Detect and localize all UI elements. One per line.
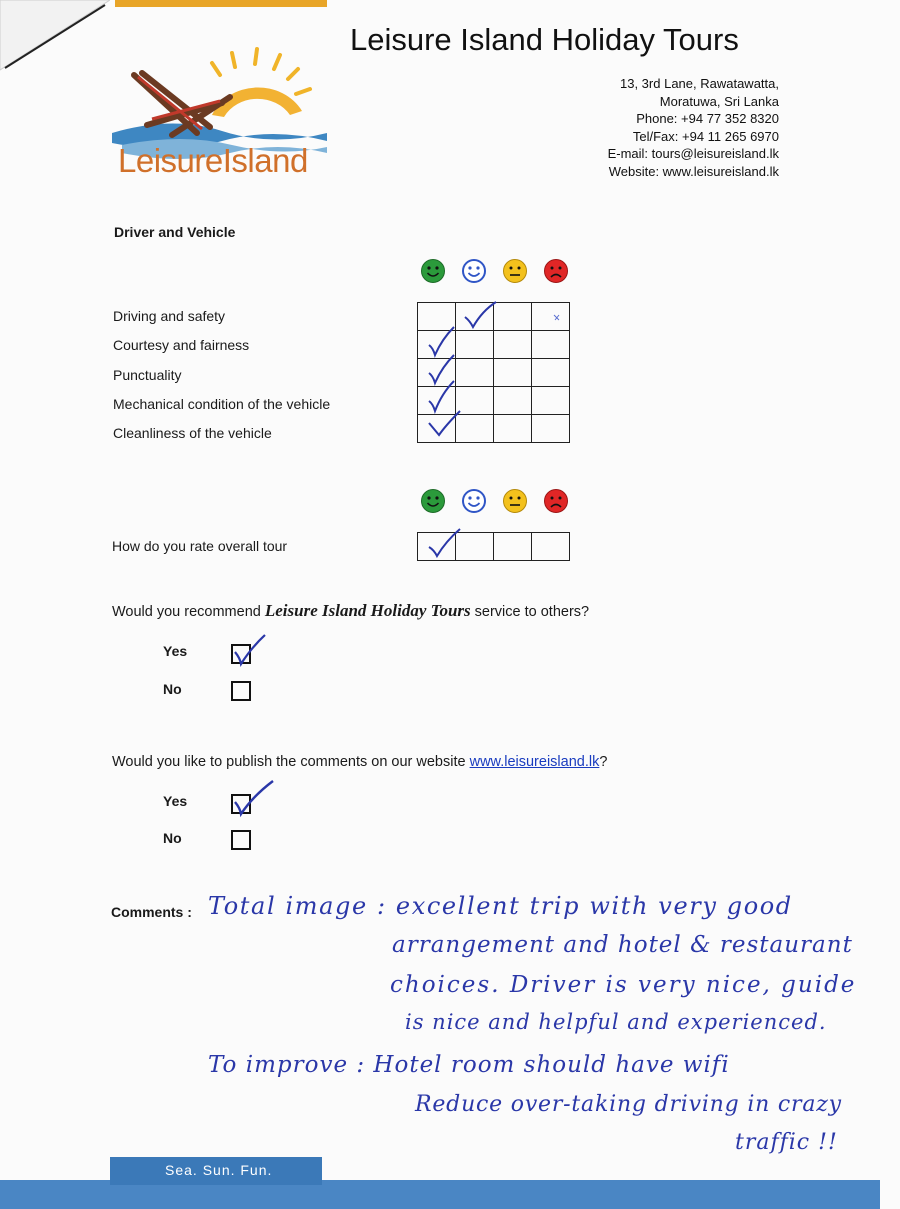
rating-cell[interactable] — [532, 359, 570, 387]
rating-faces-header — [418, 258, 578, 288]
very-happy-face-icon — [420, 258, 446, 284]
handwritten-comment-line: To improve : Hotel room should have wifi — [208, 1052, 730, 1078]
criterion-label: Driving and safety — [113, 308, 226, 324]
happy-face-icon — [461, 258, 487, 284]
rating-faces-header — [418, 488, 578, 518]
section-title-driver-vehicle: Driver and Vehicle — [114, 224, 236, 240]
handwritten-comment-line: choices. Driver is very nice, guide — [390, 972, 857, 998]
sad-face-icon — [543, 488, 569, 514]
neutral-face-icon — [502, 488, 528, 514]
option-yes-label: Yes — [163, 643, 188, 659]
handwritten-comment-line: Total image : excellent trip with very good — [208, 892, 793, 920]
brand-name: Leisure Island Holiday Tours — [264, 601, 471, 620]
neutral-face-icon — [502, 258, 528, 284]
driver-rating-grid — [417, 302, 570, 443]
address-line: 13, 3rd Lane, Rawatawatta, — [620, 76, 779, 91]
question-text: service to others? — [470, 604, 590, 620]
rating-cell[interactable] — [494, 331, 532, 359]
sad-face-icon — [543, 258, 569, 284]
rating-cell[interactable] — [494, 303, 532, 331]
footer-tagline: Sea. Sun. Fun. — [165, 1162, 273, 1178]
rating-cell[interactable] — [494, 387, 532, 415]
handwritten-comment-line: traffic !! — [735, 1130, 838, 1155]
website-link[interactable]: www.leisureisland.lk — [469, 754, 600, 770]
question-text: Would you recommend — [112, 604, 265, 620]
rating-cell[interactable] — [418, 415, 456, 443]
overall-rating-label: How do you rate overall tour — [112, 538, 288, 554]
checkmark-icon — [231, 778, 277, 818]
rating-cell[interactable] — [494, 359, 532, 387]
option-no-label: No — [163, 830, 182, 846]
publish-question — [112, 754, 607, 770]
recommend-no-checkbox[interactable] — [231, 681, 251, 701]
company-name: Leisure Island Holiday Tours — [350, 22, 739, 57]
question-text: ? — [599, 754, 608, 770]
rating-cell[interactable] — [532, 303, 570, 331]
rating-cell[interactable] — [532, 387, 570, 415]
rating-cell[interactable] — [494, 533, 532, 561]
publish-no-checkbox[interactable] — [231, 830, 251, 850]
rating-cell[interactable] — [494, 415, 532, 443]
address-line: Moratuwa, Sri Lanka — [659, 93, 779, 109]
rating-row — [418, 533, 570, 561]
recommend-question — [112, 601, 589, 621]
company-address — [608, 75, 779, 181]
checkmark-icon — [231, 632, 271, 668]
fax-line: Tel/Fax: +94 11 265 6970 — [632, 128, 779, 144]
handwritten-comment-line: Reduce over-taking driving in crazy — [415, 1092, 842, 1117]
question-text: Would you like to publish the comments on our website — [112, 754, 470, 770]
rating-cell[interactable] — [456, 533, 494, 561]
footer-tagline-box — [110, 1157, 322, 1185]
option-no-label: No — [163, 681, 182, 697]
criterion-label: Punctuality — [113, 367, 182, 383]
rating-row — [418, 415, 570, 443]
top-accent-strip — [115, 0, 327, 7]
handwritten-comment-line: arrangement and hotel & restaurant — [392, 932, 853, 958]
criterion-label: Courtesy and fairness — [113, 337, 250, 353]
criterion-label: Cleanliness of the vehicle — [113, 425, 272, 441]
email-line: E-mail: tours@leisureisland.lk — [607, 146, 779, 162]
rating-cell[interactable] — [456, 415, 494, 443]
small-x-mark-icon — [552, 313, 562, 323]
logo-wordmark: LeisureIsland — [118, 142, 308, 179]
publish-yes-checkbox[interactable] — [231, 794, 251, 814]
option-yes-label: Yes — [163, 793, 188, 809]
comments-label: Comments : — [111, 904, 192, 920]
page-fold-corner — [0, 0, 110, 75]
website-line: Website: www.leisureisland.lk — [608, 163, 779, 179]
recommend-yes-checkbox[interactable] — [231, 644, 251, 664]
overall-rating-grid — [417, 532, 570, 561]
phone-line: Phone: +94 77 352 8320 — [636, 111, 779, 127]
rating-cell[interactable] — [532, 415, 570, 443]
happy-face-icon — [461, 488, 487, 514]
handwritten-comment-line: is nice and helpful and experienced. — [405, 1010, 827, 1034]
rating-cell[interactable] — [532, 533, 570, 561]
rating-cell[interactable] — [418, 533, 456, 561]
criterion-label: Mechanical condition of the vehicle — [113, 396, 331, 412]
rating-cell[interactable] — [532, 331, 570, 359]
very-happy-face-icon — [420, 488, 446, 514]
